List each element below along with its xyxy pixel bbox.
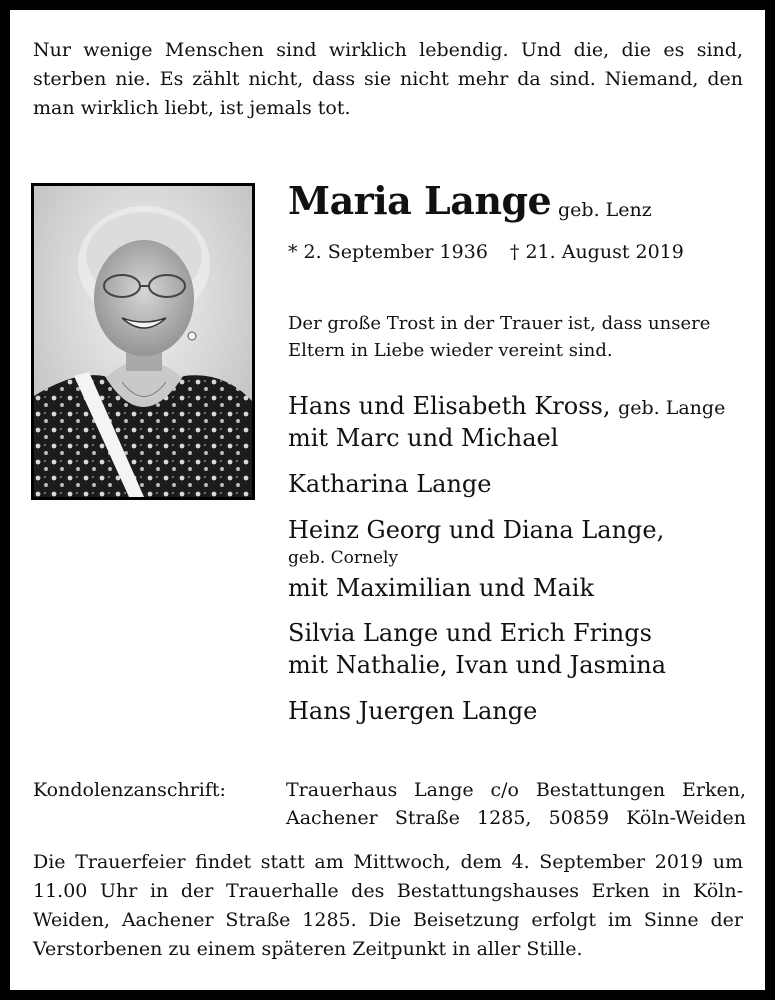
memorial-quote: Nur wenige Menschen sind wirklich lebendig. Und die, die es sind, sterben nie. Es zählt nicht, dass sie nicht mehr da sind. Niemand, den man wirklich liebt, ist jemals tot. [33, 39, 743, 119]
obituary-notice [10, 10, 765, 990]
mourner-line: mit Nathalie, Ivan und Jasmina [288, 651, 667, 679]
mourner-line: Hans und Elisabeth Kross, geb. Lange [288, 392, 726, 420]
deceased-name: Maria Lange [288, 178, 552, 223]
consolation-text: Der große Trost in der Trauer ist, dass unsere Eltern in Liebe wieder vereint sind. [288, 313, 711, 361]
maiden-name: geb. Lenz [558, 199, 652, 221]
life-dates [288, 240, 684, 264]
mourner-line: Katharina Lange [288, 470, 492, 498]
address-line: Trauerhaus Lange c/o Bestattungen Erken, [286, 779, 746, 801]
address-line: Aachener Straße 1285, 50859 Köln-Weiden [286, 807, 746, 829]
mourner-line: Hans Juergen Lange [288, 697, 538, 725]
mourner-line: Heinz Georg und Diana Lange, [288, 516, 665, 544]
death-date: † 21. August 2019 [509, 241, 684, 263]
mourner-line: mit Marc und Michael [288, 424, 559, 452]
birth-name-note: geb. Lange [618, 397, 726, 419]
mourner-line: mit Maximilian und Maik [288, 574, 594, 602]
condolence-address [286, 776, 746, 832]
birth-name-note: geb. Cornely [288, 548, 399, 568]
condolence-label: Kondolenzanschrift: [33, 779, 226, 801]
mourner-line: Silvia Lange und Erich Frings [288, 619, 652, 647]
birth-date: * 2. September 1936 [288, 241, 488, 263]
portrait-photo [31, 183, 255, 500]
funeral-service-info: Die Trauerfeier findet statt am Mittwoch, dem 4. September 2019 um 11.00 Uhr in der Trauerhalle des Bestattungshauses Erken in Köln-Weiden, Aachener Straße 1285. Die Beisetzung erfolgt im Sinne der Verstorbenen zu einem späteren Zeitpunkt in aller Stille. [33, 851, 743, 960]
